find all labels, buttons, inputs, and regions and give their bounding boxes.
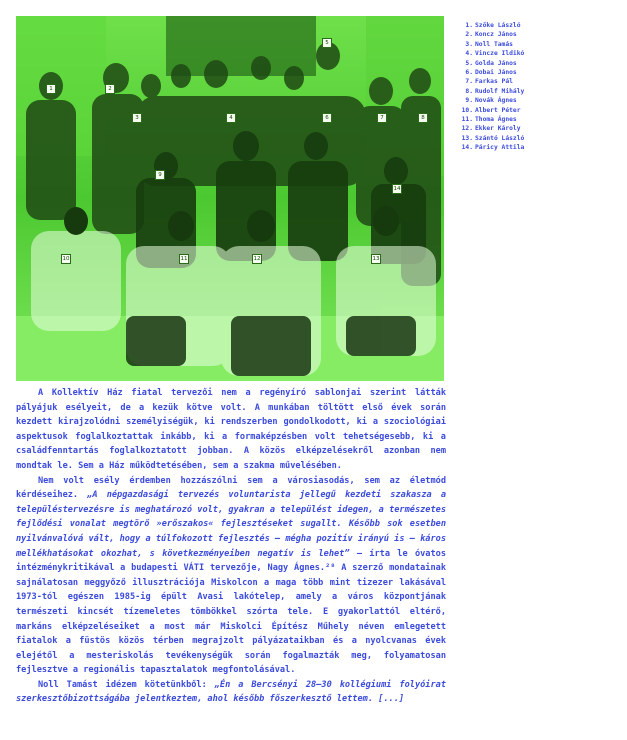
caption-name-item xyxy=(459,134,524,143)
caption-name: Noll Tamás xyxy=(475,40,513,48)
caption-number: 9. xyxy=(465,97,473,105)
paragraph-1: A Kollektív Ház fiatal tervezői nem a regényíró sablonjai szerint látták pályájuk esélyeit, de a kezük kötve volt. A munkában töltött első évek során kezdett kirajzolódni személyiségük, ki rendszerben gondolkodott, ki a szociológiai aspektusok foglalkoztattak inkább, ki a formaképzésben volt tehetségesebb, ki a családfenntartás foglalkoztatott jobban. A közös elképzelésekről azonban nem mondtak le. Sem a Ház működtetésében, sem a szakma művelésében. xyxy=(16,388,446,471)
caption-number: 8. xyxy=(465,87,473,95)
caption-name: Thoma Ágnes xyxy=(475,116,517,124)
caption-number: 11. xyxy=(461,116,473,124)
paragraph-3-intro: Noll Tamást idézem kötetünkből: xyxy=(38,679,215,690)
caption-name: Dobai János xyxy=(475,69,517,77)
photo-marker-11: 11 xyxy=(180,256,188,262)
caption-name: Szőke László xyxy=(475,22,521,29)
caption-number: 2. xyxy=(465,31,473,39)
caption-name: Rudolf Mihály xyxy=(475,87,525,95)
group-photo-illustration xyxy=(16,16,444,381)
caption-name-item xyxy=(459,59,524,68)
caption-number: 5. xyxy=(465,59,473,67)
caption-name: Golda János xyxy=(475,59,517,67)
caption-number: 6. xyxy=(465,69,473,77)
caption-name-item xyxy=(459,106,524,115)
caption-number: 3. xyxy=(465,40,473,48)
photo-marker-14: 14 xyxy=(393,186,401,192)
paragraph-3-quote: „Én a Bercsényi 28–30 kollégiumi folyóirat szerkesztőbizottságába jelentkeztem, ahol később főszerkesztő lettem. [...] xyxy=(16,679,446,705)
photo-marker-7: 7 xyxy=(377,113,387,123)
paragraph-3 xyxy=(16,678,446,707)
caption-name-item xyxy=(459,115,524,124)
caption-name-item xyxy=(459,68,524,77)
caption-number: 12. xyxy=(461,125,473,133)
photo-marker-10: 10 xyxy=(62,256,70,262)
paragraph-2 xyxy=(16,474,446,678)
caption-name-item xyxy=(459,124,524,133)
caption-name: Farkas Pál xyxy=(475,78,513,86)
caption-name: Novák Ágnes xyxy=(475,97,517,105)
photo-marker-5: 5 xyxy=(322,38,332,48)
caption-name: Koncz János xyxy=(475,31,517,39)
caption-number: 14. xyxy=(461,144,473,152)
caption-number: 7. xyxy=(465,78,473,86)
caption-number: 1. xyxy=(465,22,473,29)
caption-name-item xyxy=(459,87,524,96)
caption-name-item xyxy=(459,77,524,86)
caption-name: Páricy Attila xyxy=(475,144,525,152)
caption-name-item xyxy=(459,96,524,105)
caption-name: Szántó László xyxy=(475,134,525,142)
photo-marker-4: 4 xyxy=(226,113,236,123)
caption-number: 10. xyxy=(461,106,473,114)
photo-caption-names-list xyxy=(459,21,524,153)
caption-name-item xyxy=(459,30,524,39)
paragraph-2-quote: „A népgazdasági tervezés voluntarista jellegű kezdeti szakasza a településtervezésre is meghatározó volt, gyakran a települést idegen, a természetes fejlődési vonalat megtörő »erőszakos« fejlesztéseket sugallt. Később sok esetben nyilvánvalóvá vált, hogy a túlfokozott fejlesztés – mégha pozitív irányú is – káros mellékhatásokat okozhat, s következményeiben negatív is lehet” xyxy=(16,490,446,559)
photo-marker-3: 3 xyxy=(132,113,142,123)
photo-marker-1: 1 xyxy=(46,84,56,94)
photo-marker-8: 8 xyxy=(418,113,428,123)
caption-number: 4. xyxy=(465,50,473,58)
caption-name: Ekker Károly xyxy=(475,125,521,133)
photo-marker-12: 12 xyxy=(253,256,261,262)
body-text xyxy=(16,386,446,707)
photo-marker-13: 13 xyxy=(372,256,380,262)
photo-marker-6: 6 xyxy=(322,113,332,123)
caption-name-item xyxy=(459,143,524,152)
caption-name: Albert Péter xyxy=(475,106,521,114)
caption-name-item xyxy=(459,40,524,49)
paragraph-2-rest: – írta le óvatos intézménykritikával a budapesti VÁTI tervezője, Nagy Ágnes.²⁸ A szerző mondatainak sajnálatosan meggyőző illusztrációja Miskolcon a maga több mint tizezer lakásával 1973-tól egészen 1985-ig épült Avasi lakótelep, amely a város központjának természeti kincsét tízemeletes tömbökkel szórta tele. E gyakorlattól eltérő, markáns elképzeléseiket a most már Miskolci Építész Műhely néven emlegetett fiatalok a füstös közös térben megrajzolt pályázataikban és a nyolcvanas évek elejétől a mesteriskolás tevékenységük során fogalmazták meg, folyamatosan fejlesztve a regionális tapasztalatok megfontolásával. xyxy=(16,548,446,676)
caption-number: 13. xyxy=(461,134,473,142)
caption-name-item xyxy=(459,49,524,58)
photo-marker-2: 2 xyxy=(105,84,115,94)
caption-name: Vincze Ildikó xyxy=(475,50,525,58)
group-photo xyxy=(16,16,444,381)
caption-name-item xyxy=(459,21,524,30)
paragraph-2-intro: Nem volt esély érdemben hozzászólni sem a városiasodás, sem az életmód kérdéseihez. xyxy=(16,475,446,501)
photo-marker-9: 9 xyxy=(155,170,165,180)
